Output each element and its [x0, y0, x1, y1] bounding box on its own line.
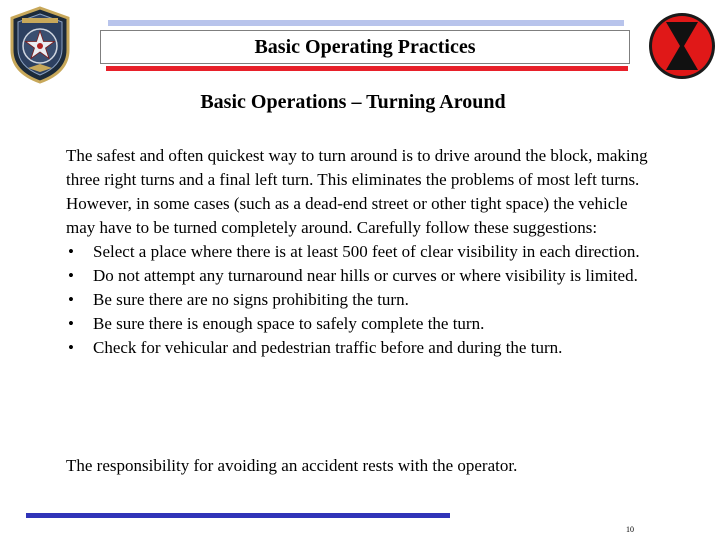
bullet-icon: •	[68, 242, 74, 261]
list-item: • Be sure there are no signs prohibiting the turn.	[66, 288, 656, 312]
suggestion-list	[66, 240, 656, 360]
intro-paragraph: The safest and often quickest way to turn around is to drive around the block, making three right turns and a final left turn. This eliminates the problems of most left turns. However, in some cases (such as a dead-end street or other tight space) the vehicle may have to be turned completely around. Carefully follow these suggestions:	[66, 146, 648, 237]
page-title: Basic Operating Practices	[254, 35, 476, 58]
title-underline-bar	[106, 66, 628, 71]
army-star-emblem-icon	[6, 6, 74, 84]
bullet-icon: •	[68, 314, 74, 333]
list-item: • Do not attempt any turnaround near hills or curves or where visibility is limited.	[66, 264, 656, 288]
closing-statement: The responsibility for avoiding an accident rests with the operator.	[66, 456, 518, 475]
hourglass-patch-icon	[648, 12, 716, 80]
list-item: • Select a place where there is at least 500 feet of clear visibility in each direction.	[66, 240, 656, 264]
slide-subtitle: Basic Operations – Turning Around	[200, 91, 506, 113]
top-accent-bar	[108, 20, 624, 26]
page-number: 10	[626, 525, 634, 534]
body-text	[66, 144, 656, 360]
bullet-icon: •	[68, 266, 74, 285]
list-item: • Be sure there is enough space to safely complete the turn.	[66, 312, 656, 336]
bullet-icon: •	[68, 338, 74, 357]
title-box	[100, 30, 630, 64]
bottom-accent-bar	[26, 513, 450, 518]
list-item: • Check for vehicular and pedestrian traffic before and during the turn.	[66, 336, 656, 360]
bullet-icon: •	[68, 290, 74, 309]
